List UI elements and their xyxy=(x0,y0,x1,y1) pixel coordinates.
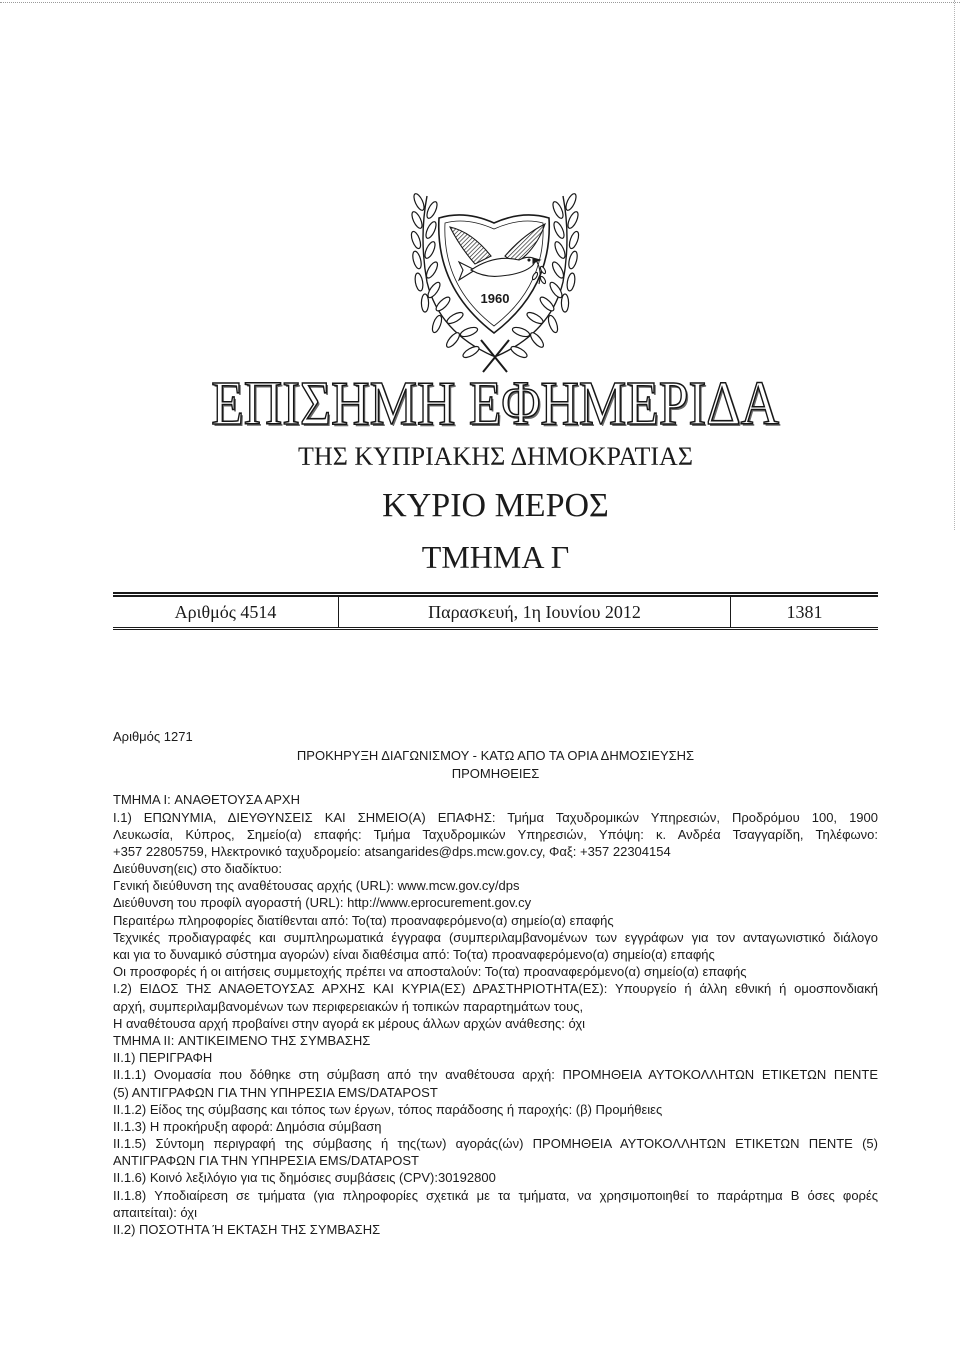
buyer-profile-line: Διεύθυνση του προφίλ αγοραστή (URL): http://www.eprocurement.gov.cy xyxy=(113,895,532,911)
general-address-line: Γενική διεύθυνση της αναθέτουσας αρχής (URL): www.mcw.gov.cy/dps xyxy=(113,878,520,894)
cpv-line: II.1.6) Κοινό λεξιλόγιο για τις δημόσιες συμβάσεις (CPV):30192800 xyxy=(113,1170,496,1186)
further-info-line: Περαιτέρω πληροφορίες διατίθενται από: Το(τα) προαναφερόμενο(α) σημείο(α) επαφής xyxy=(113,912,614,928)
lots-division-line: απαιτείται): όχι xyxy=(113,1204,198,1220)
tender-notice xyxy=(113,728,878,1238)
contact-point-line: +357 22805759, Ηλεκτρονικό ταχυδρομείο: atsangarides@dps.mcw.gov.cy, Φαξ: +357 22304154 xyxy=(113,843,671,859)
emblem-year: 1960 xyxy=(480,291,510,306)
contract-title-line: (5) ΑΝΤΙΓΡΑΦΩΝ ΓΙΑ ΤΗΝ ΥΠΗΡΕΣΙΑ EMS/DATAPOST xyxy=(113,1084,438,1100)
gazette-title-text: ΕΠΙΣΗΜΗ ΕΦΗΜΕΡΙΔΑ xyxy=(211,370,780,438)
quantity-heading: II.2) ΠΟΣΟΤΗΤΑ Ή ΕΚΤΑΣΗ ΤΗΣ ΣΥΜΒΑΣΗΣ xyxy=(113,1222,381,1238)
documents-availability-line: και για το δυναμικό σύστημα αγορών) είναι διαθέσιμα από: Το(τα) προαναφερόμενο(α) σημείο(α) επαφής xyxy=(113,947,715,963)
issue-number: Αριθμός 4514 xyxy=(113,597,339,627)
contact-point-line: Λευκωσία, Κύπρος, Σημείο(α) επαφής: Τμήμα Ταχυδρομικών Υπηρεσιών, Υπόψη: κ. Ανδρέα Τσαγγαρίδη, Τηλέφωνο: xyxy=(113,826,878,842)
issue-bar xyxy=(113,592,878,630)
short-description-line: ΑΝΤΙΓΡΑΦΩΝ ΓΙΑ ΤΗΝ ΥΠΗΡΕΣΙΑ EMS/DATAPOST xyxy=(113,1153,419,1169)
authority-type-line: I.2) ΕΙΔΟΣ ΤΗΣ ΑΝΑΘΕΤΟΥΣΑΣ ΑΡΧΗΣ ΚΑΙ ΚΥΡΙΑ(ΕΣ) ΔΡΑΣΤΗΡΙΟΤΗΤΑ(ΕΣ): Υπουργείο ή άλλη εθνική ή ομοσπονδιακή xyxy=(113,981,878,997)
gazette-section: ΤΜΗΜΑ Γ xyxy=(421,539,570,575)
short-description-line: II.1.5) Σύντομη περιγραφή της σύμβασης ή της(των) αγοράς(ών) ΠΡΟΜΗΘΕΙΑ ΑΥΤΟΚΟΛΛΗΤΩΝ ΕΤΙΚΕΤΩΝ ΠΕΝΤΕ (5) xyxy=(113,1136,878,1152)
internet-addresses-label: Διεύθυνση(εις) στο διαδίκτυο: xyxy=(113,861,282,877)
scan-edge-right xyxy=(954,0,955,530)
coat-of-arms-emblem xyxy=(405,190,585,380)
contact-point-line: I.1) ΕΠΩΝΥΜΙΑ, ΔΙΕΥΘΥΝΣΕΙΣ ΚΑΙ ΣΗΜΕΙΟ(Α) ΕΠΑΦΗΣ: Τμήμα Ταχυδρομικών Υπηρεσιών, Προδρόμου 100, 1900 xyxy=(113,809,878,825)
notice-category: ΠΡΟΜΗΘΕΙΕΣ xyxy=(451,765,540,781)
lots-division-line: II.1.8) Υποδιαίρεση σε τμήματα (για πληροφορίες σχετικά με τα τμήματα, να χρησιμοποιηθεί το παράρτημα Β όσες φορές xyxy=(113,1187,878,1203)
contract-title-line: II.1.1) Ονομασία που δόθηκε στη σύμβαση από την αναθέτουσα αρχή: ΠΡΟΜΗΘΕΙΑ ΑΥΤΟΚΟΛΛΗΤΩΝ ΕΤΙΚΕΤΩΝ ΠΕΝΤΕ xyxy=(113,1067,878,1083)
notice-body xyxy=(113,791,878,1238)
section-2-heading: ΤΜΗΜΑ II: ΑΝΤΙΚΕΙΜΕΝΟ ΤΗΣ ΣΥΜΒΑΣΗΣ xyxy=(113,1032,371,1048)
authority-type-line: αρχή, συμπεριλαμβανομένων των περιφερειακών ή τοπικών παραρτημάτων τους, xyxy=(113,998,584,1014)
description-heading: II.1) ΠΕΡΙΓΡΑΦΗ xyxy=(113,1050,213,1066)
gazette-subtitle: ΤΗΣ ΚΥΠΡΙΑΚΗΣ ΔΗΜΟΚΡΑΤΙΑΣ xyxy=(298,442,693,471)
scan-edge-top xyxy=(0,2,960,3)
notice-involves-line: II.1.3) Η προκήρυξη αφορά: Δημόσια σύμβαση xyxy=(113,1118,382,1134)
section-1-heading: ΤΜΗΜΑ I: ΑΝΑΘΕΤΟΥΣΑ ΑΡΧΗ xyxy=(113,792,300,808)
notice-number: Αριθμός 1271 xyxy=(113,729,193,745)
notice-heading: ΠΡΟΚΗΡΥΞΗ ΔΙΑΓΩΝΙΣΜΟΥ - ΚΑΤΩ ΑΠΟ ΤΑ ΟΡΙΑ ΔΗΜΟΣΙΕΥΣΗΣ xyxy=(296,748,695,764)
documents-availability-line: Τεχνικές προδιαγραφές και συμπληρωματικά έγγραφα (συμπεριλαμβανομένων των εγγράφων για τον ανταγωνιστικό διάλογο xyxy=(113,929,878,945)
crossed-stems xyxy=(481,340,509,372)
issue-date: Παρασκευή, 1η Ιουνίου 2012 xyxy=(339,597,731,627)
gazette-part: ΚΥΡΙΟ ΜΕΡΟΣ xyxy=(382,487,609,524)
tender-submission-line: Οι προσφορές ή οι αιτήσεις συμμετοχής πρέπει να αποσταλούν: Το(τα) προαναφερόμενο(α) σημείο(α) επαφής xyxy=(113,964,747,980)
purchasing-on-behalf-line: Η αναθέτουσα αρχή προβαίνει στην αγορά εκ μέρους άλλων αρχών ανάθεσης: όχι xyxy=(113,1015,586,1031)
contract-type-line: II.1.2) Είδος της σύμβασης και τόπος των έργων, τόπος παράδοσης ή παροχής: (β) Προμήθειες xyxy=(113,1101,663,1117)
page-number: 1381 xyxy=(786,601,823,622)
gazette-title xyxy=(113,370,878,438)
